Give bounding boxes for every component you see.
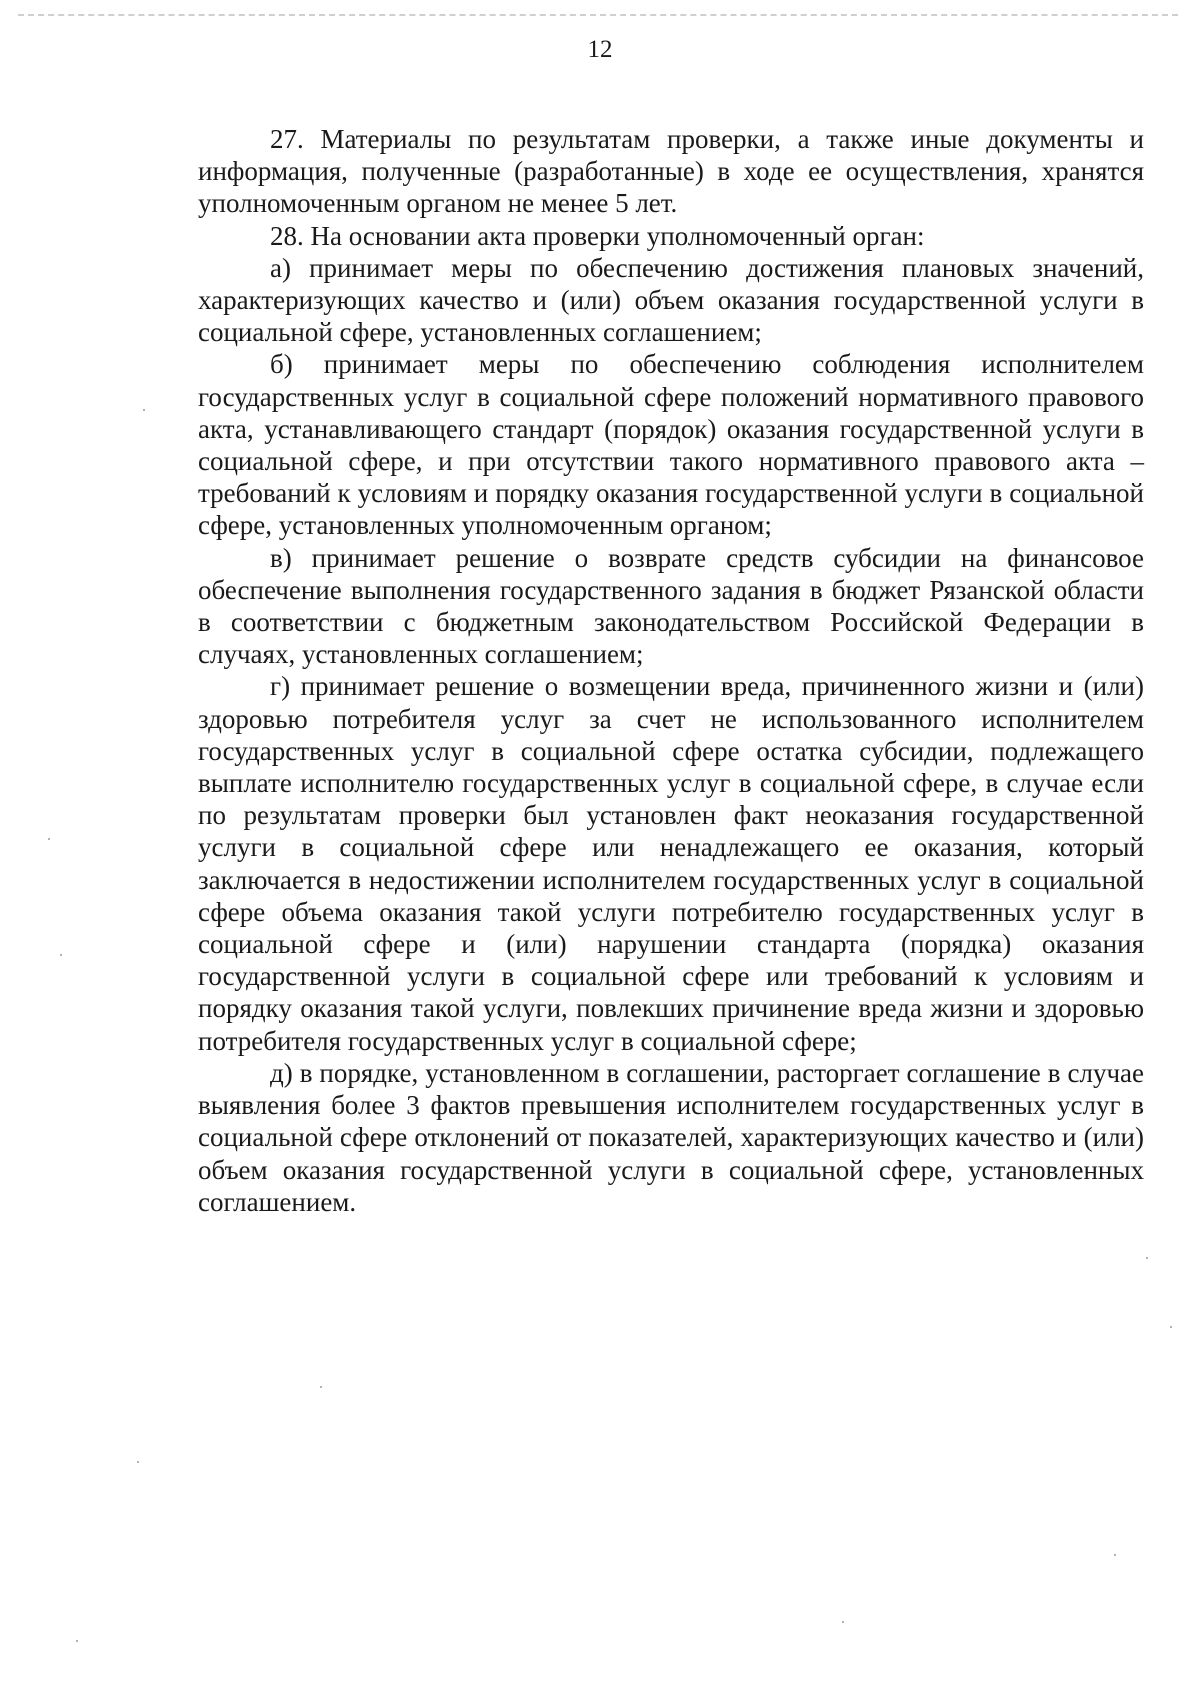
scan-speck <box>143 409 145 411</box>
paragraph-28-b: б) принимает меры по обеспечению соблюдения исполнителем государственных услуг в социальной сфере положений нормативного правового акта, устанавливающего стандарт (порядок) оказания государственной услуги в социальной сфере, и при отсутствии такого нормативного правового акта – требований к условиям и порядку оказания государственной услуги в социальной сфере, установленных уполномоченным органом; <box>198 349 1144 541</box>
paragraph-28-v: в) принимает решение о возврате средств субсидии на финансовое обеспечение выполнения государственного задания в бюджет Рязанской области в соответствии с бюджетным законодательством Российской Федерации в случаях, установленных соглашением; <box>198 542 1144 670</box>
scan-speck <box>842 1621 844 1623</box>
scan-speck <box>1114 1554 1116 1556</box>
scan-speck <box>1170 1326 1172 1328</box>
paragraph-28: 28. На основании акта проверки уполномоченный орган: <box>270 220 925 251</box>
page-number: 12 <box>587 36 613 63</box>
paragraph-27: 27. Материалы по результатам проверки, а также иные документы и информация, полученные (разработанные) в ходе ее осуществления, хранятся уполномоченным органом не менее 5 лет. <box>198 124 1144 219</box>
paragraph-28-a: а) принимает меры по обеспечению достижения плановых значений, характеризующих качество и (или) объем оказания государственной услуги в социальной сфере, установленных соглашением; <box>198 252 1144 348</box>
paragraph-28-g: г) принимает решение о возмещении вреда, причиненного жизни и (или) здоровью потребителя услуг за счет не использованного исполнителем государственных услуг в социальной сфере остатка субсидии, подлежащего выплате исполнителю государственных услуг в социальной сфере, в случае если по результатам проверки был установлен факт неоказания государственной услуги в социальной сфере или ненадлежащего ее оказания, который заключается в недостижении исполнителем государственных услуг в социальной сфере объема оказания такой услуги потребителю государственных услуг в социальной сфере и (или) нарушении стандарта (порядка) оказания государственной услуги в социальной сфере или требований к условиям и порядку оказания такой услуги, повлекших причинение вреда жизни и здоровью потребителя государственных услуг в социальной сфере; <box>198 671 1144 1056</box>
scan-speck <box>320 1386 322 1388</box>
scan-speck <box>1146 1257 1148 1259</box>
paragraph-28-d: д) в порядке, установленном в соглашении, расторгает соглашение в случае выявления более 3 фактов превышения исполнителем государственных услуг в социальной сфере отклонений от показателей, характеризующих качество и (или) объем оказания государственной услуги в социальной сфере, установленных соглашением. <box>198 1057 1144 1217</box>
scan-speck <box>137 1461 139 1463</box>
scan-speck <box>48 838 50 840</box>
scan-speck <box>60 954 62 956</box>
scan-top-edge <box>18 14 1178 16</box>
scan-speck <box>76 1640 78 1642</box>
document-body <box>198 123 1144 1218</box>
